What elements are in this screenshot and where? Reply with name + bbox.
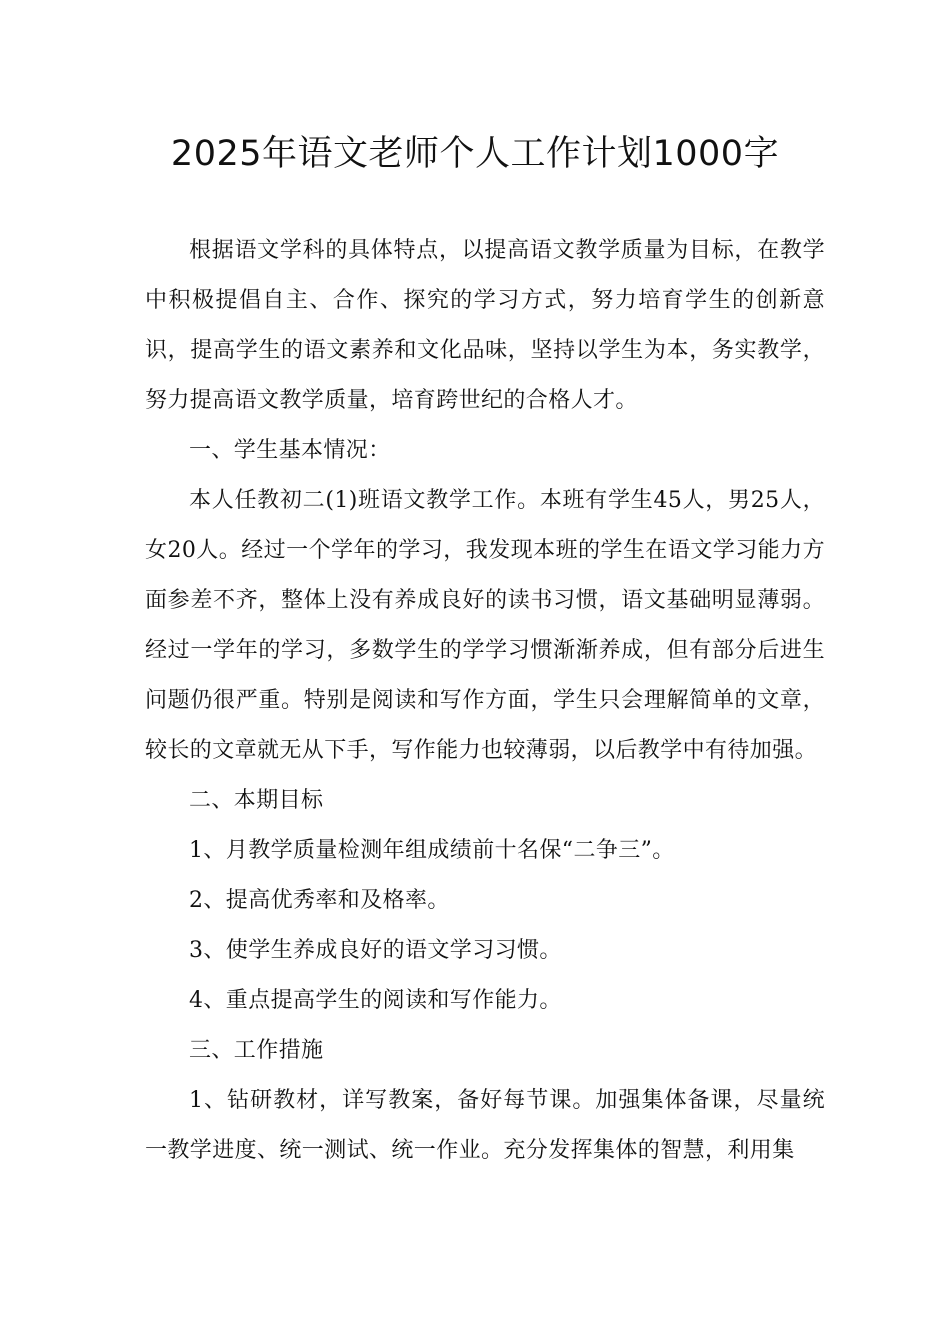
heading-term-goals: 二、本期目标 bbox=[189, 788, 324, 813]
paragraph-intro: 根据语文学科的具体特点，以提高语文教学质量为目标，在教学中积极提倡自主、合作、探究的学习方式，努力培育学生的创新意识，提高学生的语文素养和文化品味，坚持以学生为本，务实教学，努力提高语文教学质量，培育跨世纪的合格人才。 bbox=[145, 238, 825, 413]
measure-item-1: 1、钻研教材，详写教案，备好每节课。加强集体备课，尽量统一教学进度、统一测试、统一作业。充分发挥集体的智慧，利用集 bbox=[145, 1088, 825, 1163]
document-title: 2025年语文老师个人工作计划1000字 bbox=[170, 134, 780, 174]
heading-work-measures: 三、工作措施 bbox=[189, 1038, 324, 1063]
goal-item-3: 3、使学生养成良好的语文学习习惯。 bbox=[189, 938, 562, 963]
goal-item-2: 2、提高优秀率和及格率。 bbox=[189, 888, 450, 913]
goal-item-1: 1、月教学质量检测年组成绩前十名保“二争三”。 bbox=[189, 838, 675, 863]
heading-student-situation: 一、学生基本情况： bbox=[189, 438, 391, 463]
paragraph-student-situation: 本人任教初二(1)班语文教学工作。本班有学生45人，男25人，女20人。经过一个学年的学习，我发现本班的学生在语文学习能力方面参差不齐，整体上没有养成良好的读书习惯，语文基础明显薄弱。经过一学年的学习，多数学生的学学习惯渐渐养成，但有部分后进生问题仍很严重。特别是阅读和写作方面，学生只会理解简单的文章，较长的文章就无从下手，写作能力也较薄弱，以后教学中有待加强。 bbox=[145, 488, 825, 763]
goal-item-4: 4、重点提高学生的阅读和写作能力。 bbox=[189, 988, 562, 1013]
document-body bbox=[145, 226, 825, 1176]
